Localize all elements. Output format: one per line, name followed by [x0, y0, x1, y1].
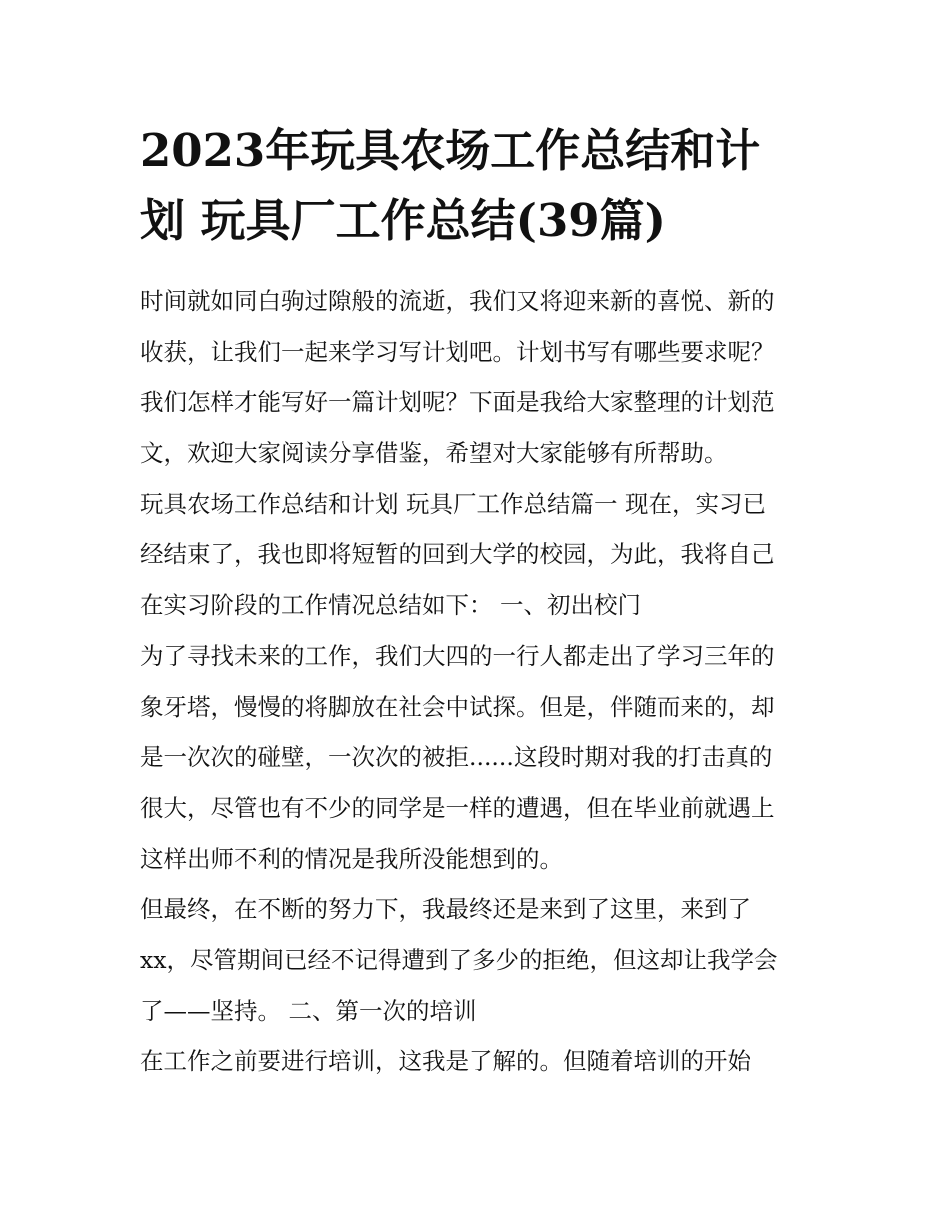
body-line: 是一次次的碰壁，一次次的被拒......这段时期对我的打击真的: [140, 743, 773, 772]
body-line: 玩具农场工作总结和计划 玩具厂工作总结篇一 现在，实习已: [140, 489, 766, 518]
body-line: 在工作之前要进行培训，这我是了解的。但随着培训的开始: [140, 1047, 751, 1076]
body-line: 了——坚持。 二、第一次的培训: [140, 996, 477, 1025]
title-line-2: 划 玩具厂工作总结(39篇): [140, 194, 666, 247]
document-title: [140, 116, 830, 256]
body-line: 我们怎样才能写好一篇计划呢？下面是我给大家整理的计划范: [140, 388, 775, 417]
body-line: 经结束了，我也即将短暂的回到大学的校园，为此，我将自己: [140, 540, 775, 569]
title-line-1: 2023年玩具农场工作总结和计: [140, 124, 761, 177]
body-line: 很大，尽管也有不少的同学是一样的遭遇，但在毕业前就遇上: [140, 793, 775, 822]
body-line: 文，欢迎大家阅读分享借鉴，希望对大家能够有所帮助。: [140, 439, 728, 468]
body-line: 时间就如同白驹过隙般的流逝，我们又将迎来新的喜悦、新的: [140, 287, 775, 315]
body-line: 收获，让我们一起来学习写计划吧。计划书写有哪些要求呢？: [140, 337, 775, 366]
body-line: xx，尽管期间已经不记得遭到了多少的拒绝，但这却让我学会: [140, 945, 778, 974]
body-line: 象牙塔，慢慢的将脚放在社会中试探。但是，伴随而来的，却: [140, 692, 775, 721]
body-line: 在实习阶段的工作情况总结如下： 一、初出校门: [140, 591, 641, 620]
body-line: 为了寻找未来的工作，我们大四的一行人都走出了学习三年的: [140, 641, 775, 670]
body-line: 这样出师不利的情况是我所没能想到的。: [140, 844, 563, 873]
document-body: [140, 276, 830, 1087]
body-line: 但最终，在不断的努力下，我最终还是来到了这里，来到了: [140, 895, 751, 924]
